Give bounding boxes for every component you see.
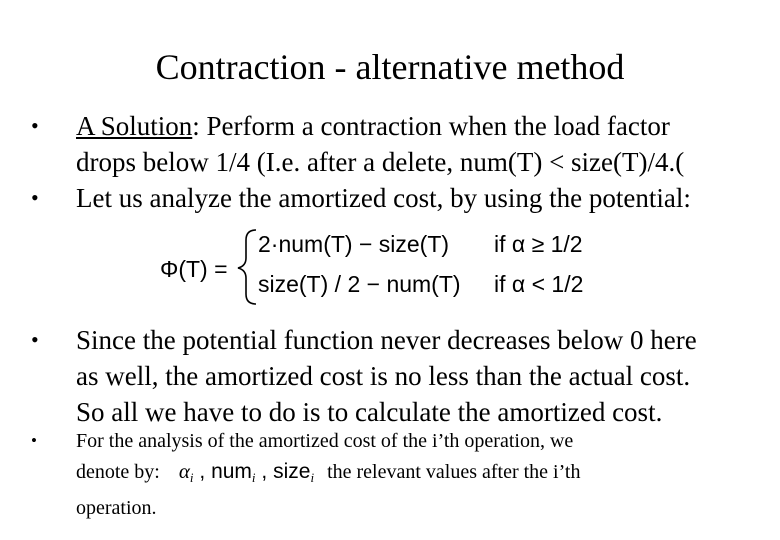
slide-title: Contraction - alternative method (155, 47, 625, 87)
bullet-notation-line2 (76, 456, 580, 493)
bullet-dot-icon: • (31, 113, 39, 138)
bullet-potential-note-text (76, 322, 697, 430)
alpha-symbol: α (178, 459, 190, 483)
num-symbol: num (211, 460, 252, 483)
notation-symbols (179, 456, 314, 493)
formula-case2-cond: if α < 1/2 (494, 271, 584, 297)
symbol-separator: , (199, 460, 206, 483)
notation-suffix: the relevant values after the i’th (327, 461, 581, 483)
solution-line1-rest: : Perform a contraction when the load factor (192, 111, 670, 141)
bullet-dot-icon: • (31, 185, 39, 210)
formula-case2-expr: size(T) / 2 − num(T) (258, 271, 461, 297)
alpha-subscript: i (189, 470, 194, 485)
formula-case1-expr: 2·num(T) − size(T) (258, 231, 450, 257)
bullet-potential-note-line2: as well, the amortized cost is no less than the actual cost. (76, 361, 691, 391)
size-symbol: size (273, 460, 311, 483)
bullet-dot-icon: • (31, 327, 39, 352)
symbol-separator: , (261, 460, 268, 483)
bullet-dot-icon: • (31, 431, 37, 450)
num-subscript: i (251, 470, 256, 485)
bullet-notation-text (76, 426, 580, 523)
bullet-solution-line2: drops below 1/4 (I.e. after a delete, num(T) < size(T)/4.( (76, 147, 685, 177)
bullet-potential-note-line3: So all we have to do is to calculate the amortized cost. (76, 397, 663, 427)
formula-lhs: Φ(T) = (160, 256, 228, 282)
formula-case1-cond: if α ≥ 1/2 (494, 231, 583, 257)
bullet-notation-line1: For the analysis of the amortized cost of the i’th operation, we (76, 430, 574, 452)
notation-prefix: denote by: (76, 461, 160, 483)
solution-label: A Solution (76, 111, 193, 141)
bullet-analyze-text: Let us analyze the amortized cost, by using the potential: (76, 183, 691, 213)
size-subscript: i (310, 470, 315, 485)
left-brace-icon (238, 230, 256, 304)
bullet-potential-note-line1: Since the potential function never decreases below 0 here (76, 325, 697, 355)
bullet-notation-line3: operation. (76, 497, 157, 519)
